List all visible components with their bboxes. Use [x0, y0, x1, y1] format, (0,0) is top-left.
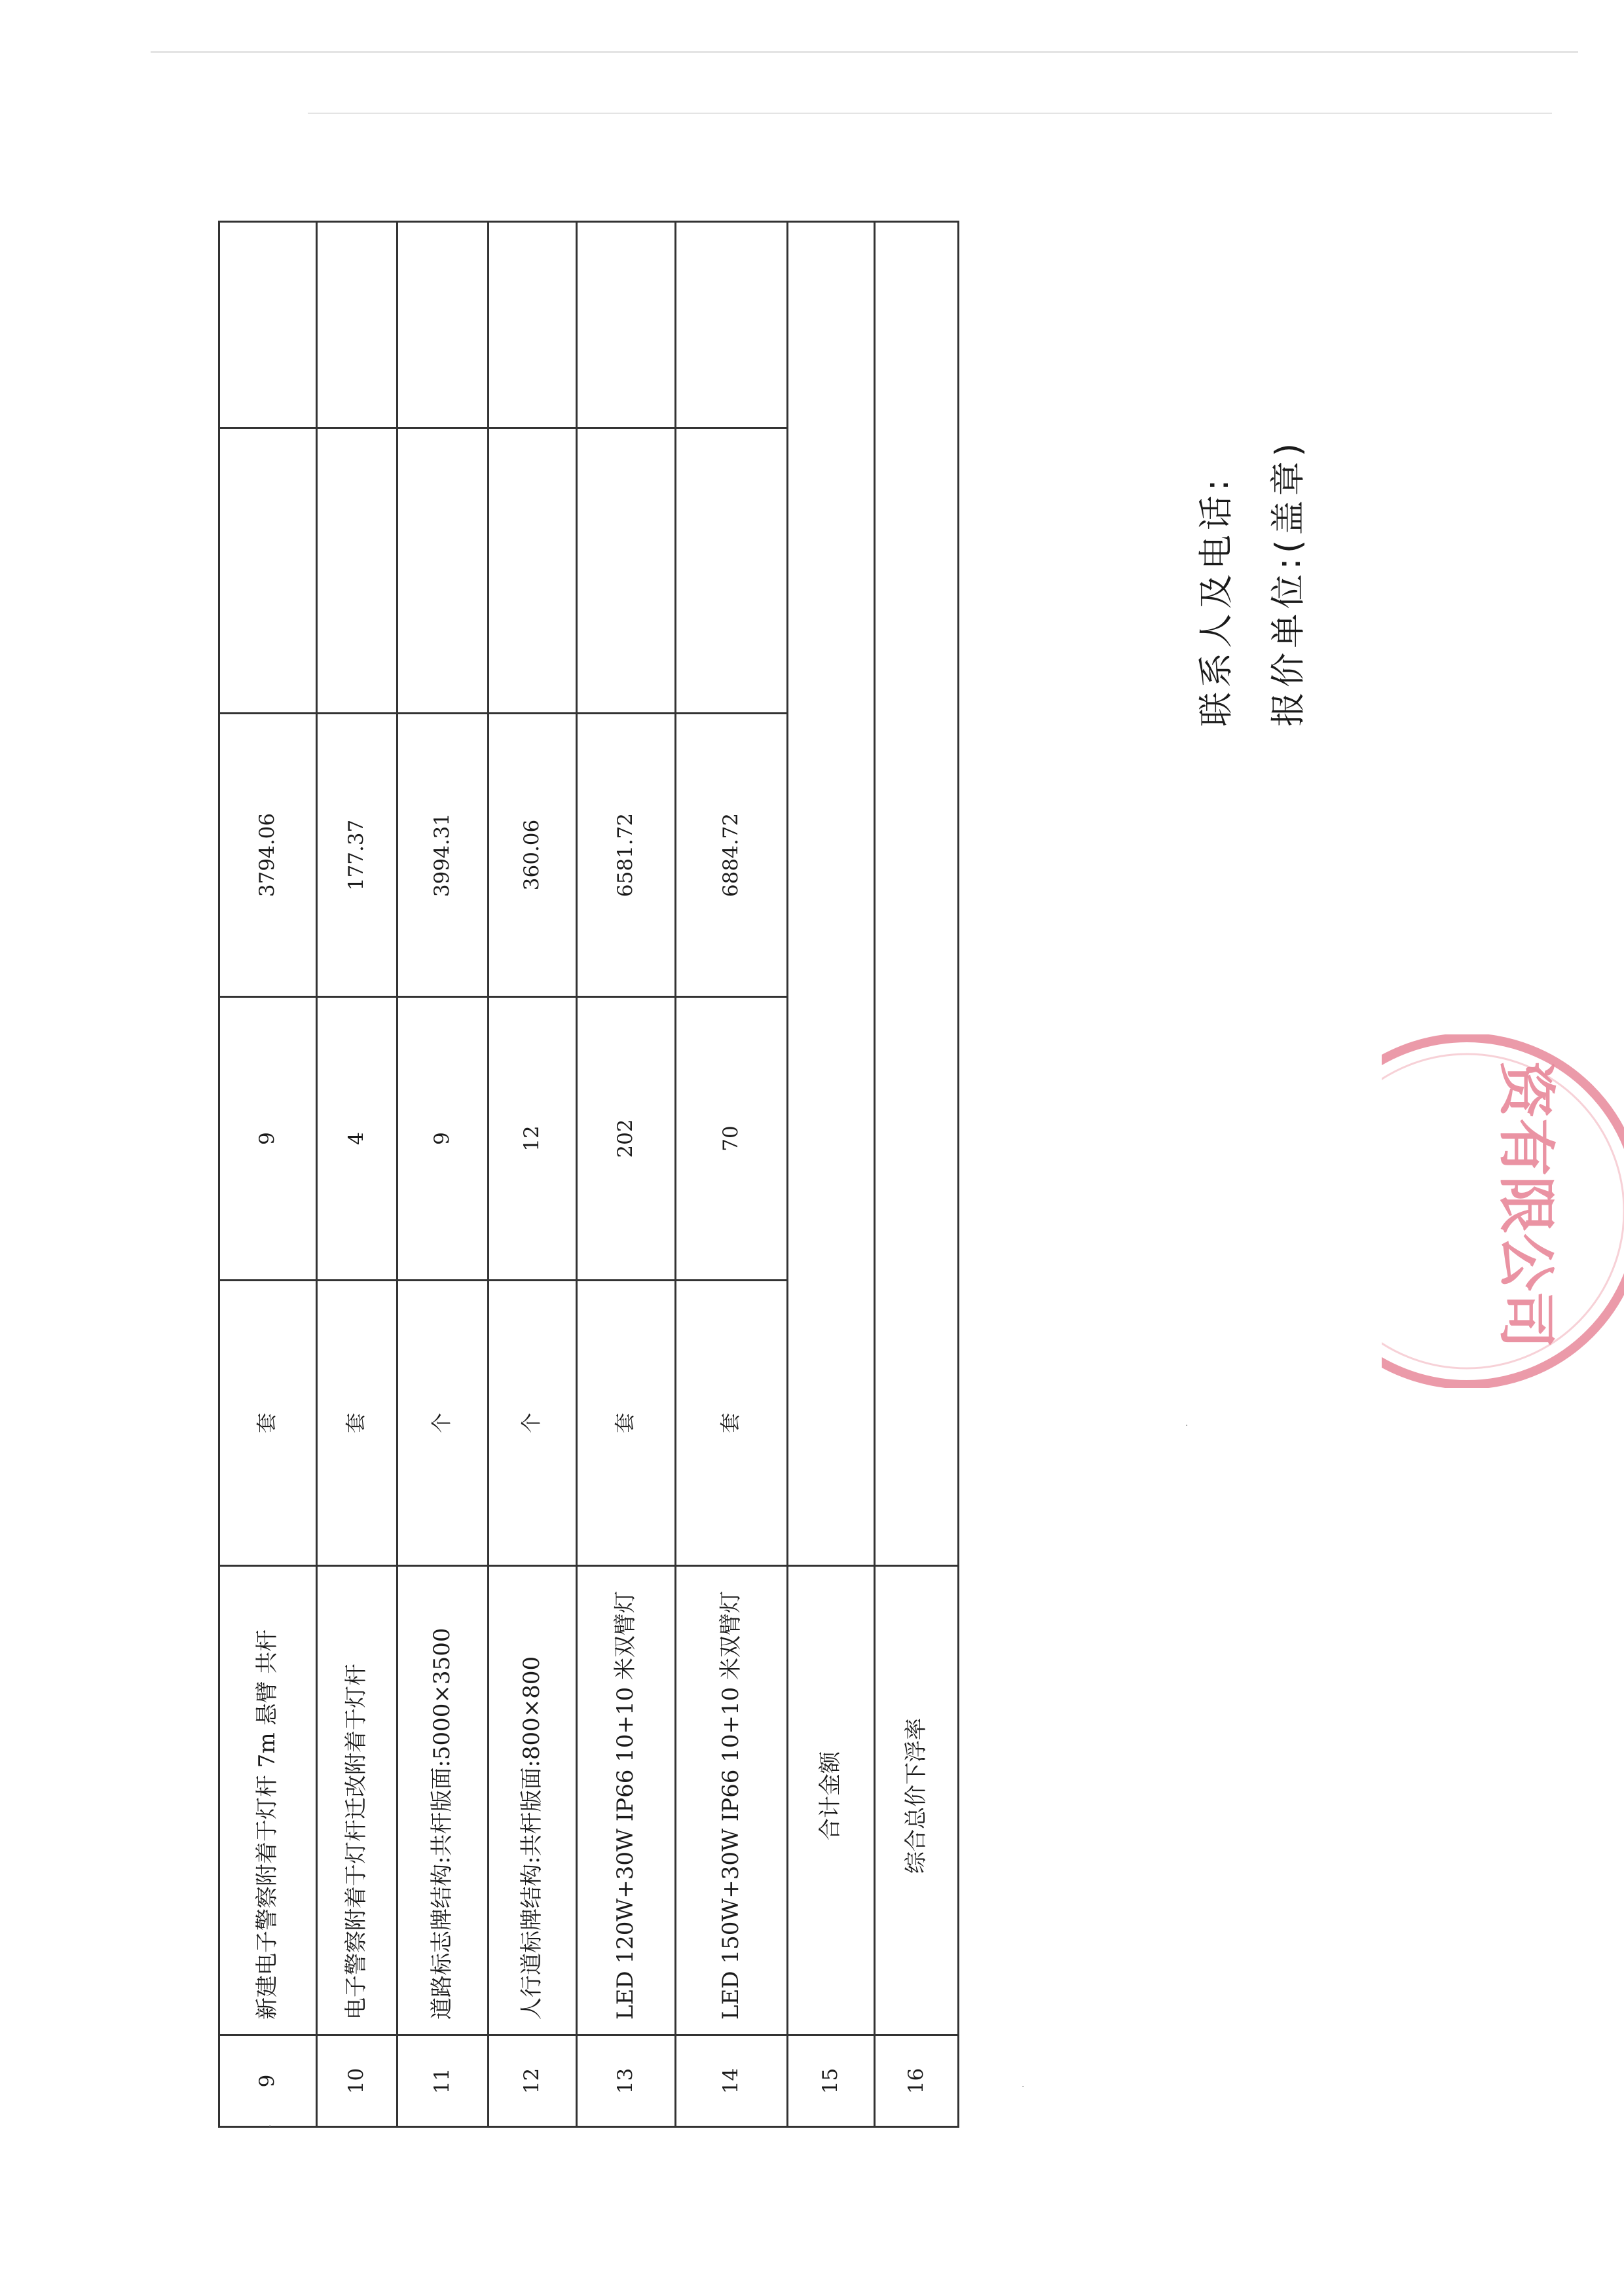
row-number: 16	[875, 2035, 959, 2127]
scan-streak	[308, 113, 1552, 114]
quantity-cell: 202	[577, 997, 676, 1281]
item-description: 新建电子警察附着于灯杆 7m 悬臂 共杆	[219, 1566, 317, 2035]
contact-label: 联系人及电话:	[1196, 475, 1236, 727]
blank-cell	[219, 222, 317, 428]
row-number: 12	[489, 2035, 577, 2127]
table-row	[397, 222, 489, 2127]
unit-cell: 套	[676, 1281, 788, 1566]
scan-dot: ·	[1022, 2082, 1025, 2092]
scan-streak	[151, 51, 1578, 53]
item-description: LED 150W+30W IP66 10+10 米双臂灯	[676, 1566, 788, 2035]
unit-cell: 套	[317, 1281, 397, 1566]
row-number: 9	[219, 2035, 317, 2127]
extra-cell	[219, 428, 317, 714]
extra-cell	[397, 428, 489, 714]
total-label: 合计金额	[788, 1566, 875, 2035]
extra-cell	[317, 428, 397, 714]
unit-cell: 个	[397, 1281, 489, 1566]
seal-text: 资有限公司	[1492, 1061, 1560, 1349]
extra-cell	[489, 428, 577, 714]
row-number: 13	[577, 2035, 676, 2127]
quotation-table	[218, 221, 959, 2128]
item-description: 道路标志牌结构:共杆版面:5000×3500	[397, 1566, 489, 2035]
item-description: 电子警察附着于灯杆迁改附着于灯杆	[317, 1566, 397, 2035]
unit-cell: 套	[219, 1281, 317, 1566]
table-row-discount	[875, 222, 959, 2127]
blank-cell	[676, 222, 788, 428]
price-cell: 177.37	[317, 714, 397, 997]
price-cell: 3794.06	[219, 714, 317, 997]
table-row-total	[788, 222, 875, 2127]
company-seal	[1382, 1034, 1624, 1388]
quantity-cell: 4	[317, 997, 397, 1281]
table-row	[219, 222, 317, 2127]
row-number: 10	[317, 2035, 397, 2127]
quotation-table-sheet	[218, 223, 965, 2128]
svg-text:资有限公司	[1492, 1061, 1560, 1349]
quantity-cell: 70	[676, 997, 788, 1281]
scan-dot: ·	[268, 2121, 272, 2132]
quantity-cell: 12	[489, 997, 577, 1281]
discount-label: 综合总价下浮率	[875, 1566, 959, 2035]
table-row	[676, 222, 788, 2127]
company-label: 报价单位:(盖章)	[1268, 438, 1308, 727]
extra-cell	[577, 428, 676, 714]
extra-cell	[676, 428, 788, 714]
item-description: 人行道标牌结构:共杆版面:800×800	[489, 1566, 577, 2035]
unit-cell: 套	[577, 1281, 676, 1566]
table-row	[317, 222, 397, 2127]
price-cell: 6581.72	[577, 714, 676, 997]
row-number: 15	[788, 2035, 875, 2127]
table-row	[577, 222, 676, 2127]
total-value-cell	[788, 222, 875, 1566]
discount-value-cell	[875, 222, 959, 1566]
price-cell: 3994.31	[397, 714, 489, 997]
blank-cell	[577, 222, 676, 428]
quantity-cell: 9	[219, 997, 317, 1281]
blank-cell	[317, 222, 397, 428]
unit-cell: 个	[489, 1281, 577, 1566]
scan-dot: ·	[1185, 1421, 1189, 1431]
blank-cell	[489, 222, 577, 428]
quantity-cell: 9	[397, 997, 489, 1281]
price-cell: 6884.72	[676, 714, 788, 997]
row-number: 14	[676, 2035, 788, 2127]
row-number: 11	[397, 2035, 489, 2127]
blank-cell	[397, 222, 489, 428]
item-description: LED 120W+30W IP66 10+10 米双臂灯	[577, 1566, 676, 2035]
table-row	[489, 222, 577, 2127]
price-cell: 360.06	[489, 714, 577, 997]
